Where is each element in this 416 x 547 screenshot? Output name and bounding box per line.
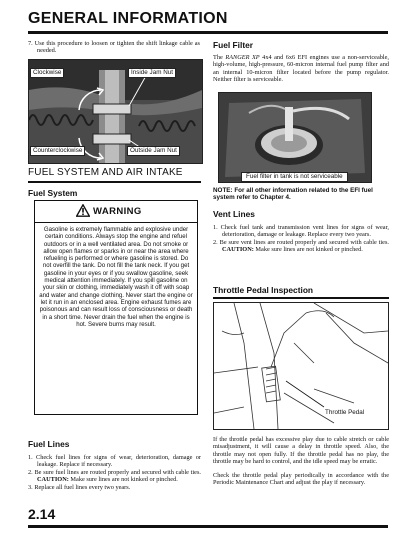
page-number: 2.14 <box>28 506 56 522</box>
section-rule <box>28 181 201 183</box>
header-rule <box>28 31 388 34</box>
step-7-text: Use this procedure to loosen or tighten the shift linkage cable as needed. <box>34 40 200 55</box>
efi-note-text: NOTE: For all other information related to the EFI fuel system refer to Chapter 4. <box>213 187 373 202</box>
fuel-lines-section <box>28 439 201 491</box>
fuel-lines-heading: Fuel Lines <box>28 439 70 449</box>
fuel-lines-step-3-text: Replace all fuel lines every two years. <box>34 483 131 491</box>
fuel-lines-step-1 <box>28 454 201 469</box>
fuel-filter-heading: Fuel Filter <box>213 40 254 50</box>
fuel-filter-text <box>213 54 389 84</box>
vent-lines-caution-text: Make sure lines are not kinked or pinched. <box>255 246 363 254</box>
fuel-lines-step-2-text: Be sure fuel lines are routed properly and secured with cable ties. <box>34 468 201 476</box>
fuel-system-heading: Fuel System <box>28 187 78 198</box>
throttle-text <box>213 436 389 486</box>
callout-clockwise: Clockwise <box>30 68 64 78</box>
fuel-filter-model: RANGER XP <box>225 54 260 61</box>
vent-lines-step-1-number: 1. <box>213 224 218 231</box>
throttle-pedal-label: Throttle Pedal <box>325 409 365 416</box>
fuel-filter-text-pre: The <box>213 54 223 61</box>
vent-lines-section <box>213 209 389 254</box>
fuel-lines-step-2-number: 2. <box>28 468 33 476</box>
vent-lines-step-1-text: Check fuel tank and transmission vent lines for signs of wear, deterioration, damage or leakage. Replace every two years. <box>220 224 389 239</box>
step-7-number: 7. <box>28 40 33 47</box>
vent-lines-heading: Vent Lines <box>213 209 255 219</box>
vent-lines-step-2-text: Be sure vent lines are routed properly and secured with cable ties. <box>219 238 389 246</box>
throttle-paragraph-2: Check the throttle pedal play periodically in accordance with the Periodic Maintenance Chart and adjust the play if necessary. <box>213 471 389 487</box>
efi-note <box>213 187 389 202</box>
throttle-rule <box>213 297 389 299</box>
throttle-section-header <box>213 285 389 299</box>
page-header <box>28 10 388 28</box>
fuel-tank-illustration <box>219 93 371 182</box>
fuel-filter-caption: Fuel filter in tank is not serviceable <box>241 172 348 182</box>
callout-inside-jam-nut: Inside Jam Nut <box>128 68 176 78</box>
fuel-filter-photo <box>218 92 372 183</box>
footer-rule <box>28 525 388 528</box>
section-fuel-system-air-intake <box>28 167 201 198</box>
warning-triangle-icon <box>76 204 90 217</box>
warning-label: WARNING <box>93 206 142 217</box>
step-7 <box>28 40 200 55</box>
vent-lines-step-2-number: 2. <box>213 238 218 246</box>
right-column <box>213 40 389 84</box>
throttle-paragraph-1: If the throttle pedal has excessive play due to cable stretch or cable misadjustment, it will cause a delay in throttle speed. Also, the throttle may not open fully. If the throttle pedal has no play, the throttle may be hard to control, and the idle speed may be erratic. <box>213 436 389 466</box>
fuel-filter-text-body: 4x4 and 6x6 EFI engines use a non-serviceable, high-volume, high-pressure, 60-micron internal fuel pump filter and an internal 10-micron filter located before the pump regulator. Neither filter is serviceable. <box>213 54 390 84</box>
fuel-lines-step-3-number: 3. <box>28 483 33 491</box>
vent-lines-step-1 <box>213 224 389 239</box>
section-title: FUEL SYSTEM AND AIR INTAKE <box>28 167 183 178</box>
fuel-lines-caution-text: Make sure lines are not kinked or pinched. <box>70 476 178 484</box>
fuel-lines-caution-label: CAUTION: <box>37 476 69 484</box>
callout-outside-jam-nut: Outside Jam Nut <box>127 146 180 156</box>
warning-text: Gasoline is extremely flammable and explosive under certain conditions. Always stop the engine and refuel outdoors or in a well ventilated area. Do not smoke or allow open flames or sparks in or near the area where refueling is performed or where gasoline is stored. Do not overfill the tank. Do not fill the tank neck. If you get gasoline in your eyes or if you swallow gasoline, seek medical attention immediately. If you spill gasoline on your skin or clothing, immediately wash it off with soap and water and change clothing. Never start the engine or let it run in an enclosed area. Engine exhaust fumes are poisonous and can result loss of consciousness or death in a short time. Never drain the fuel when the engine is hot. Severe burns may result. <box>39 226 193 328</box>
fuel-lines-step-3 <box>28 484 201 491</box>
throttle-heading: Throttle Pedal Inspection <box>213 285 314 295</box>
left-column <box>28 40 200 55</box>
fuel-lines-step-2 <box>28 469 201 484</box>
warning-header <box>35 201 197 223</box>
callout-counterclockwise: Counterclockwise <box>30 146 85 156</box>
vent-lines-caution-label: CAUTION: <box>222 246 254 254</box>
warning-box <box>34 200 198 415</box>
page-title: GENERAL INFORMATION <box>28 10 228 27</box>
fuel-lines-step-1-number: 1. <box>28 454 33 461</box>
vent-lines-step-2 <box>213 239 389 254</box>
fuel-lines-step-1-text: Check fuel lines for signs of wear, deterioration, damage or leakage. Replace if necessary. <box>36 454 201 469</box>
